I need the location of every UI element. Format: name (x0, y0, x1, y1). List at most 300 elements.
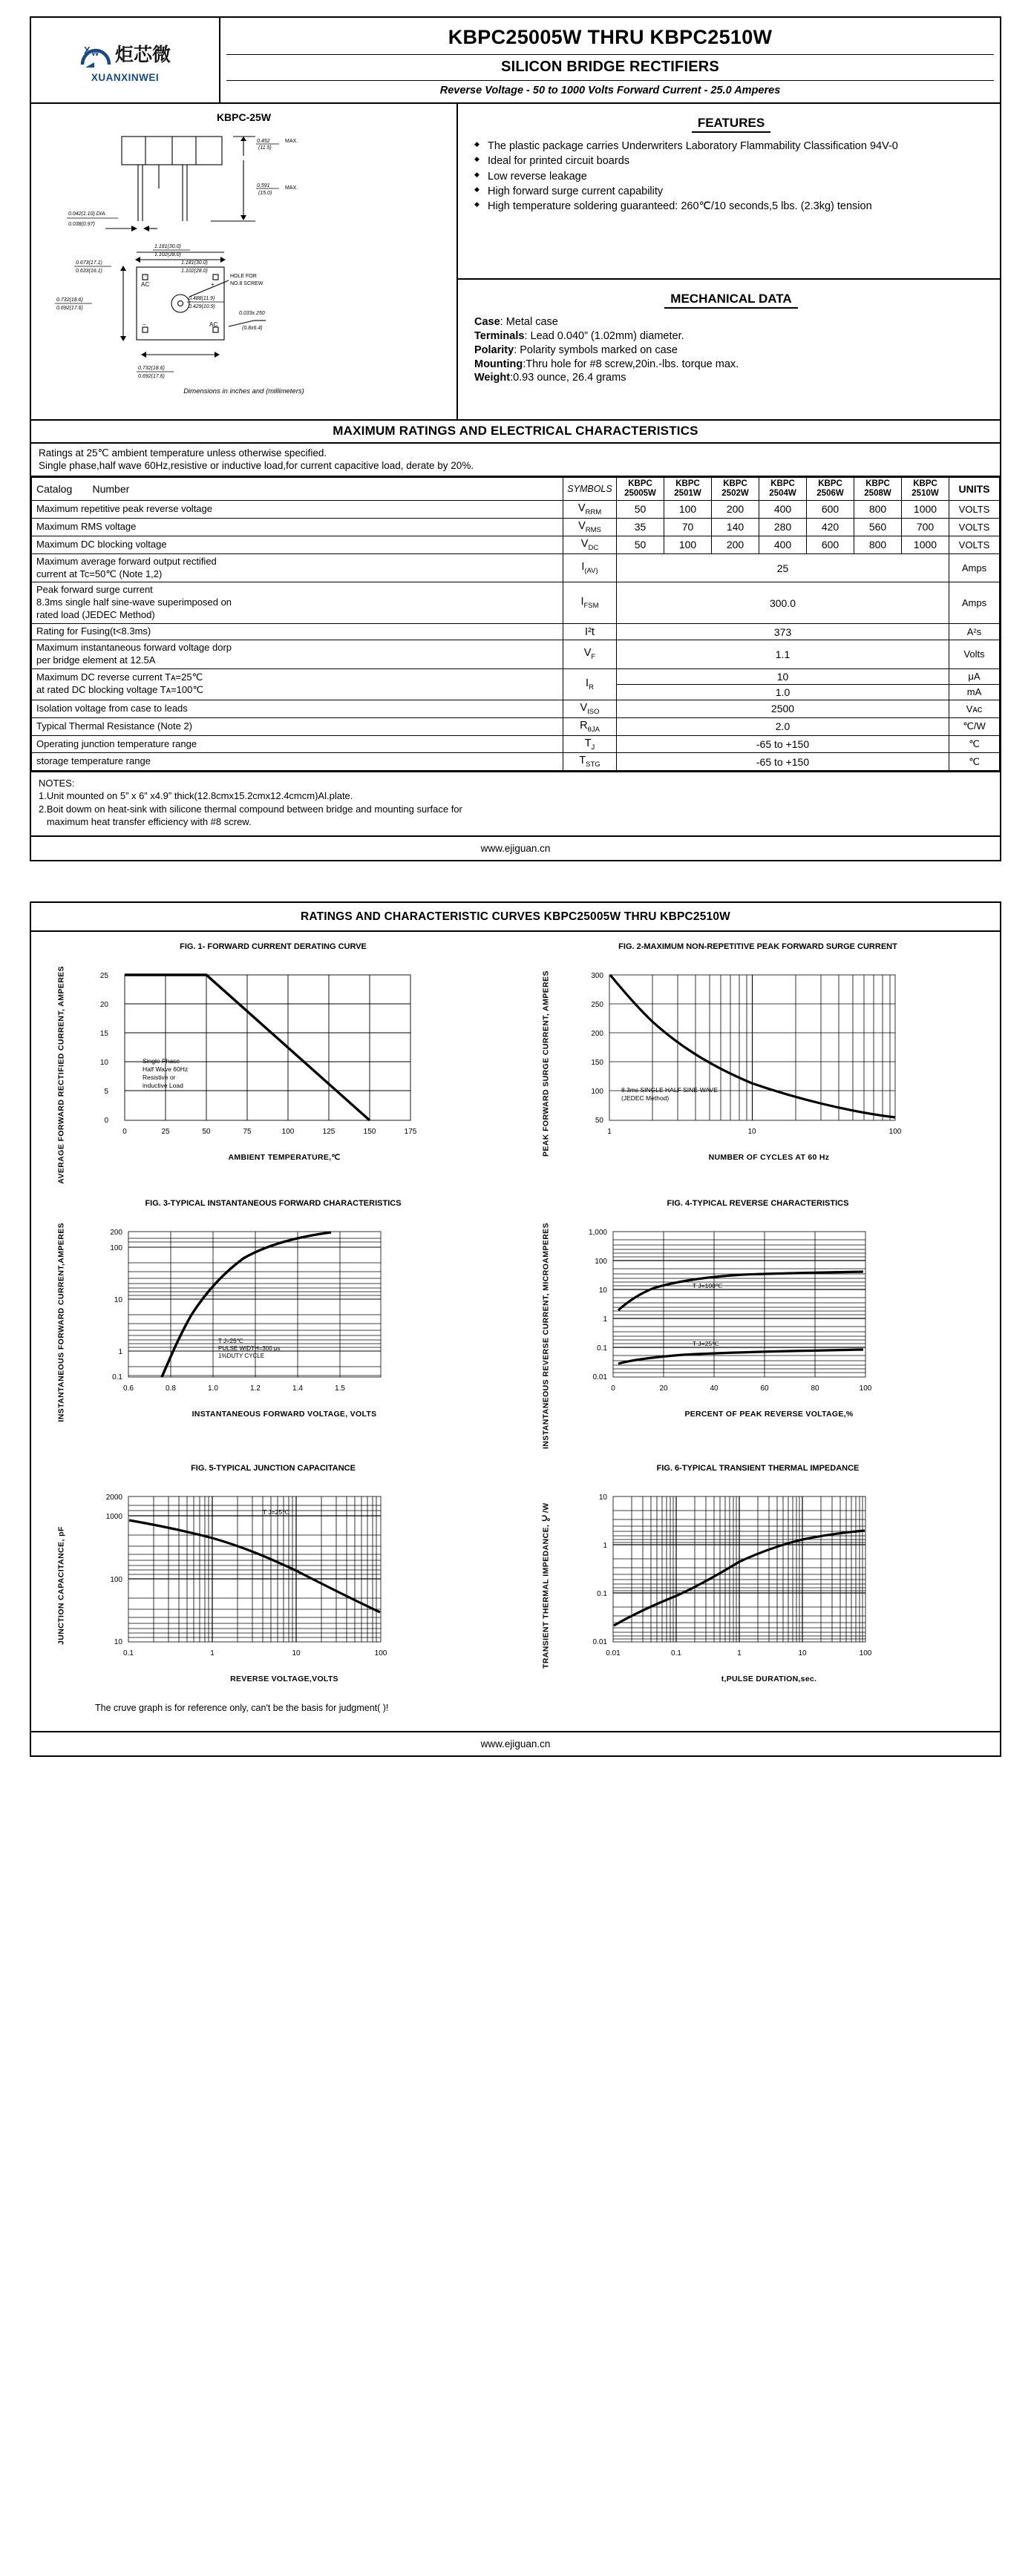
row-value-span: 373 (617, 624, 949, 640)
part-line2: 2508W (864, 488, 891, 498)
brand-name-cn: 炬芯微 (114, 43, 171, 65)
svg-text:X: X (83, 45, 91, 56)
row-unit: Amps (949, 553, 1000, 582)
row-value-span: 10 (617, 668, 949, 684)
row-unit: A²s (949, 624, 1000, 640)
svg-text:100: 100 (859, 1649, 872, 1657)
symbol-base: I (581, 561, 585, 574)
row-desc: Maximum repetitive peak reverse voltage (32, 500, 563, 518)
col-part-0 (617, 477, 664, 500)
row-unit: ℃ (949, 753, 1000, 771)
part-line1: KBPC (675, 479, 700, 488)
mech-value: Polarity symbols marked on case (520, 344, 678, 356)
page1-footer-url[interactable]: www.ejiguan.cn (31, 835, 1000, 860)
svg-text:50: 50 (202, 1127, 211, 1136)
part-line1: KBPC (628, 479, 652, 488)
fig5-ylabel: JUNCTION CAPACITANCE, pF (56, 1525, 66, 1645)
note-line: 2.Boit dowm on heat-sink with silicone thermal compound between bridge and mounting surface for (39, 803, 462, 815)
symbol-base: T (579, 755, 586, 767)
col-part-5 (854, 477, 902, 500)
col-part-3 (759, 477, 807, 500)
mech-value: Thru hole for #8 screw,20in.-lbs. torque max. (526, 358, 739, 370)
svg-text:1.181(30.0): 1.181(30.0) (154, 244, 181, 249)
features-heading (471, 116, 991, 131)
condition-line: Ratings at 25℃ ambient temperature unless otherwise specified. (39, 447, 327, 459)
svg-text:100: 100 (110, 1575, 122, 1584)
part-line2: 2504W (769, 488, 796, 498)
row-value-span: 2.0 (617, 717, 949, 735)
svg-text:40: 40 (710, 1384, 719, 1393)
list-item: Polarity: Polarity symbols marked on case (474, 344, 678, 356)
fig3-xlabel-text: INSTANTANEOUS FORWARD VOLTAGE, VOLTS (192, 1409, 377, 1419)
row-symbol (563, 500, 617, 518)
notes-section (31, 771, 1000, 835)
svg-text:10: 10 (114, 1637, 122, 1646)
row-desc-line: at rated DC blocking voltage Tᴀ=100℃ (36, 684, 203, 696)
part-line2: 2502W (721, 488, 749, 498)
table-row (32, 735, 1000, 753)
col-symbols: SYMBOLS (563, 477, 617, 500)
col-part-2 (712, 477, 759, 500)
row-symbol (563, 753, 617, 771)
svg-text:AC: AC (209, 321, 218, 328)
part-line2: 2501W (674, 488, 701, 498)
brand-logo (31, 18, 220, 102)
fig4-xlabel: PERCENT OF PEAK REVERSE VOLTAGE,% (684, 1409, 854, 1419)
svg-text:1,000: 1,000 (588, 1228, 607, 1237)
part-title: KBPC25005W THRU KBPC2510W (448, 26, 773, 48)
svg-text:75: 75 (243, 1127, 252, 1136)
row-value-span: -65 to +150 (617, 753, 949, 771)
svg-text:0.732(18.6): 0.732(18.6) (56, 298, 83, 303)
svg-text:0.591: 0.591 (257, 183, 270, 188)
row-desc: storage temperature range (32, 753, 563, 771)
row-value-span: 25 (617, 553, 949, 582)
row-desc (32, 640, 563, 668)
fig1-plot (73, 966, 474, 1151)
row-value: 280 (759, 518, 807, 536)
fig1-title: FIG. 1- FORWARD CURRENT DERATING CURVE (180, 942, 367, 951)
row-value: 800 (854, 500, 902, 518)
svg-text:15: 15 (99, 1029, 108, 1038)
svg-text:0.01: 0.01 (606, 1649, 621, 1657)
mech-label: Mounting (474, 358, 523, 370)
row-value: 420 (807, 518, 854, 536)
row-desc-line: Maximum instantaneous forward voltage dorp (36, 641, 232, 653)
dim-label: 0.452 (257, 139, 270, 144)
svg-text:0.1: 0.1 (123, 1649, 134, 1657)
list-item: Weight:0.93 ounce, 26.4 grams (474, 372, 626, 384)
symbol-base: I (586, 677, 589, 689)
row-symbol (563, 640, 617, 668)
row-symbol (563, 536, 617, 553)
svg-text:(JEDEC Method): (JEDEC Method) (621, 1094, 670, 1102)
package-drawing-column (31, 104, 458, 419)
symbol-base: I²t (585, 625, 595, 638)
table-row (32, 640, 1000, 668)
condition-line: Single phase,half wave 60Hz,resistive or inductive load,for current capacitive load, derate by 20%. (39, 460, 474, 472)
svg-text:1.0: 1.0 (208, 1384, 218, 1393)
divider (226, 80, 994, 81)
symbol-sub: RRM (585, 507, 602, 516)
fig2-ylabel: PEAK FORWARD SURGE CURRENT, AMPERES (541, 970, 551, 1157)
svg-text:1.5: 1.5 (335, 1384, 345, 1393)
mech-value: Lead 0.040” (1.02mm) diameter. (530, 329, 684, 342)
svg-text:0.1: 0.1 (597, 1589, 607, 1598)
row-symbol (563, 717, 617, 735)
svg-text:1000: 1000 (105, 1512, 122, 1521)
col-catalog-label: Catalog (36, 482, 73, 495)
svg-text:10: 10 (114, 1295, 122, 1304)
fig2-title: FIG. 2-MAXIMUM NON-REPETITIVE PEAK FORWARD SURGE CURRENT (618, 942, 897, 951)
svg-text:1: 1 (603, 1315, 607, 1324)
list-item: ◆ High temperature soldering guaranteed: 260℃/10 seconds,5 lbs. (2.3kg) tension (474, 200, 991, 213)
fig6-xlabel: t,PULSE DURATION,sec. (721, 1674, 817, 1683)
row-value: 1000 (902, 500, 949, 518)
fig3-ylabel: INSTANTANEOUS FORWARD CURRENT,AMPERES (56, 1222, 66, 1422)
col-part-6 (902, 477, 949, 500)
row-unit: ℃ (949, 735, 1000, 753)
svg-text:0.1: 0.1 (671, 1649, 681, 1657)
svg-text:1: 1 (118, 1347, 122, 1356)
svg-text:175: 175 (404, 1127, 417, 1136)
svg-text:0.429(10.9): 0.429(10.9) (189, 304, 215, 309)
svg-text:100: 100 (374, 1649, 387, 1657)
svg-text:8.3ms SINGLE HALF SINE-WAVE: 8.3ms SINGLE HALF SINE-WAVE (621, 1085, 718, 1094)
row-unit: Vᴀᴄ (949, 700, 1000, 717)
row-desc-line: 8.3ms single half sine-wave superimposed on (36, 597, 232, 608)
row-unit: Amps (949, 582, 1000, 624)
fig4-ylabel: INSTANTANEOUS REVERSE CURRENT, MICROAMPERES (541, 1222, 551, 1449)
svg-text:T J=25℃: T J=25℃ (218, 1337, 243, 1344)
symbol-base: V (580, 701, 588, 714)
fig2-xlabel: NUMBER OF CYCLES AT 60 Hz (708, 1152, 830, 1162)
row-value: 1000 (902, 536, 949, 553)
row-symbol (563, 668, 617, 700)
svg-text:1.102(28.0): 1.102(28.0) (154, 252, 181, 257)
symbol-sub: J (591, 743, 595, 752)
row-desc: Rating for Fusing(t<8.3ms) (32, 624, 563, 640)
symbol-sub: FSM (583, 602, 599, 611)
table-row (32, 536, 1000, 553)
svg-text:0.732(18.6): 0.732(18.6) (138, 366, 165, 371)
table-row (32, 753, 1000, 771)
specifications-table (31, 477, 1000, 772)
note-line: 1.Unit mounted on 5” x 6” x4.9” thick(12.8cmx15.2cmx12.4cmcm)Al.plate. (39, 790, 353, 802)
svg-text:1: 1 (607, 1127, 612, 1136)
row-value-span: 2500 (617, 700, 949, 717)
svg-text:20: 20 (99, 1000, 108, 1009)
mechanical-heading-text: MECHANICAL DATA (664, 292, 797, 309)
row-desc (32, 668, 563, 700)
symbol-sub: θJA (587, 725, 600, 734)
svg-text:60: 60 (760, 1384, 769, 1393)
part-line2: 2510W (911, 488, 939, 498)
mechanical-heading (471, 292, 991, 306)
svg-text:150: 150 (591, 1058, 603, 1067)
charts-area (31, 932, 1000, 1731)
part-line1: KBPC (818, 479, 842, 488)
part-line1: KBPC (770, 479, 795, 488)
symbol-base: T (584, 737, 592, 749)
chart-row-2 (50, 1199, 981, 1449)
features-box (458, 104, 1000, 278)
ratings-banner: MAXIMUM RATINGS AND ELECTRICAL CHARACTERISTICS (31, 421, 1000, 444)
divider (226, 54, 994, 55)
svg-text:Single Phase: Single Phase (143, 1057, 180, 1065)
svg-text:W: W (91, 49, 99, 58)
svg-text:200: 200 (110, 1228, 122, 1237)
row-value: 800 (854, 536, 902, 553)
datasheet-page-2 (0, 901, 1031, 1776)
row-desc-line: current at Tc=50℃ (Note 1,2) (36, 568, 163, 579)
svg-text:1.4: 1.4 (292, 1384, 303, 1393)
svg-text:1: 1 (737, 1649, 742, 1657)
table-row (32, 717, 1000, 735)
fig5-xlabel: REVERSE VOLTAGE,VOLTS (230, 1674, 338, 1683)
col-part-1 (664, 477, 712, 500)
svg-text:100: 100 (595, 1257, 607, 1266)
svg-text:0.633(16.1): 0.633(16.1) (76, 269, 102, 274)
row-value: 200 (712, 536, 759, 553)
svg-text:100: 100 (110, 1243, 122, 1252)
mech-label: Terminals (474, 329, 525, 342)
svg-text:10: 10 (598, 1493, 607, 1502)
svg-text:0.01: 0.01 (592, 1637, 607, 1646)
symbol-sub: STG (586, 760, 600, 769)
row-unit: mA (949, 684, 1000, 700)
page2-footer-url[interactable]: www.ejiguan.cn (31, 1731, 1000, 1755)
symbol-base: V (583, 647, 592, 660)
list-item: ◆ High forward surge current capability (474, 185, 991, 198)
fig3-xlabel (73, 1410, 496, 1419)
svg-text:1.2: 1.2 (250, 1384, 261, 1393)
svg-text:250: 250 (591, 1000, 603, 1009)
svg-text:0.1: 0.1 (597, 1344, 607, 1353)
symbol-base: I (580, 596, 584, 608)
svg-text:(15.0): (15.0) (258, 191, 272, 196)
package-name: KBPC-25W (216, 111, 272, 123)
svg-text:5: 5 (104, 1087, 108, 1096)
chart-disclaimer: The cruve graph is for reference only, can't be the basis for judgment( )! (95, 1702, 389, 1713)
row-value: 140 (712, 518, 759, 536)
svg-text:0.692(17.6): 0.692(17.6) (56, 306, 83, 311)
row-unit: VOLTS (949, 518, 1000, 536)
row-symbol (563, 735, 617, 753)
fig6-plot (557, 1488, 958, 1673)
symbol-base: V (577, 502, 586, 514)
svg-text:inductive Load: inductive Load (143, 1081, 183, 1089)
list-item: Case: Metal case (474, 316, 558, 328)
fig3-plot (73, 1223, 474, 1408)
package-side-view (34, 126, 454, 237)
fig1-xlabel: AMBIENT TEMPERATURE,℃ (228, 1152, 341, 1162)
chart-row-3 (50, 1464, 981, 1683)
product-family: SILICON BRIDGE RECTIFIERS (501, 59, 719, 75)
mech-value: Metal case (505, 316, 558, 328)
svg-text:NO.8 SCREW: NO.8 SCREW (230, 281, 264, 286)
mechanical-list (474, 315, 991, 385)
svg-text:AC: AC (141, 281, 150, 288)
row-desc: Operating junction temperature range (32, 735, 563, 753)
symbol-base: V (580, 537, 589, 550)
xw-arc-logo-icon (79, 39, 112, 69)
svg-text:10: 10 (747, 1127, 756, 1136)
fig5-plot (73, 1488, 474, 1673)
fig4-series-1-label: T J=25℃ (693, 1339, 719, 1347)
symbol-sub: R (589, 683, 594, 691)
row-unit: μA (949, 668, 1000, 684)
page2-frame (30, 901, 1001, 1757)
package-top-view (34, 237, 454, 386)
symbol-sub: F (591, 653, 596, 662)
row-desc-line: rated load (JEDEC Method) (36, 609, 155, 621)
fig1-ylabel: AVERAGE FORWARD RECTIFIED CURRENT, AMPERES (56, 965, 66, 1184)
svg-text:0: 0 (104, 1116, 108, 1125)
svg-text:HOLE FOR: HOLE FOR (230, 274, 257, 279)
svg-text:25: 25 (161, 1127, 170, 1136)
svg-text:1.181(30.0): 1.181(30.0) (181, 260, 208, 266)
row-value: 50 (617, 536, 664, 553)
header-titles (220, 18, 1000, 102)
row-value: 400 (759, 536, 807, 553)
row-desc-line: Maximum DC reverse current Tᴀ=25℃ (36, 671, 203, 683)
mech-label: Case (474, 316, 500, 328)
row-unit: VOLTS (949, 536, 1000, 553)
part-line2: 2506W (816, 488, 844, 498)
row-symbol (563, 518, 617, 536)
table-row (32, 500, 1000, 518)
part-line1: KBPC (723, 479, 747, 488)
row-desc: Maximum RMS voltage (32, 518, 563, 536)
note-line: maximum heat transfer efficiency with #8 screw. (39, 815, 252, 827)
list-item: ◆ Ideal for printed circuit boards (474, 154, 991, 168)
svg-text:50: 50 (595, 1116, 603, 1125)
svg-text:(11.5): (11.5) (258, 145, 272, 151)
mechanical-box (458, 278, 1000, 419)
col-units: UNITS (949, 477, 1000, 500)
table-row (32, 518, 1000, 536)
svg-text:25: 25 (99, 971, 108, 980)
chart-fig3 (50, 1199, 496, 1449)
row-value: 50 (617, 500, 664, 518)
row-symbol (563, 553, 617, 582)
svg-text:0.033x.250: 0.033x.250 (239, 311, 265, 316)
features-heading-text: FEATURES (692, 116, 770, 133)
chart-fig1 (50, 942, 496, 1184)
list-item: ◆ The plastic package carries Underwriters Laboratory Flammability Classification 94V-0 (474, 139, 991, 153)
svg-text:−: − (143, 321, 146, 328)
fig4-plot (557, 1223, 958, 1408)
svg-text:100: 100 (888, 1127, 902, 1136)
chart-row-1 (50, 942, 981, 1184)
mech-label: Polarity (474, 344, 514, 356)
fig5-title: FIG. 5-TYPICAL JUNCTION CAPACITANCE (191, 1463, 356, 1473)
svg-text:100: 100 (591, 1087, 603, 1096)
row-value-span: 1.1 (617, 640, 949, 668)
svg-text:0.8: 0.8 (166, 1384, 176, 1393)
dimension-note: Dimensions in inches and (millimeters) (183, 387, 304, 395)
part-line1: KBPC (865, 479, 890, 488)
row-desc: Typical Thermal Resistance (Note 2) (32, 717, 563, 735)
svg-text:10: 10 (798, 1649, 807, 1657)
row-desc-line: Maximum average forward output rectified (36, 555, 217, 567)
svg-text:Half Wave 60Hz: Half Wave 60Hz (143, 1065, 189, 1073)
row-value-span: 1.0 (617, 684, 949, 700)
notes-heading: NOTES: (39, 778, 75, 789)
upper-section (31, 104, 1000, 421)
svg-text:MAX.: MAX. (285, 139, 298, 144)
row-value: 600 (807, 536, 854, 553)
fig4-title: FIG. 4-TYPICAL REVERSE CHARACTERISTICS (667, 1198, 849, 1208)
row-value: 70 (664, 518, 712, 536)
row-value: 200 (712, 500, 759, 518)
mech-value: 0.93 ounce, 26.4 grams (513, 372, 626, 384)
row-symbol (563, 582, 617, 624)
svg-text:10: 10 (99, 1058, 108, 1067)
row-desc-line: Peak forward surge current (36, 584, 153, 596)
ratings-conditions (31, 444, 1000, 477)
table-row (32, 624, 1000, 640)
svg-text:10: 10 (292, 1649, 301, 1657)
svg-text:0.01: 0.01 (592, 1373, 607, 1381)
row-unit: VOLTS (949, 500, 1000, 518)
header-ratings-line: Reverse Voltage - 50 to 1000 Volts Forward Current - 25.0 Amperes (439, 85, 781, 96)
svg-text:0.673(17.1): 0.673(17.1) (76, 260, 102, 266)
svg-text:0: 0 (611, 1384, 615, 1393)
document-header (31, 18, 1000, 104)
symbol-base: V (578, 519, 586, 532)
fig6-ylabel: TRANSIENT THERMAL IMPEDANCE, ℃/W (541, 1502, 551, 1669)
row-value-span: 300.0 (617, 582, 949, 624)
table-row (32, 700, 1000, 717)
row-desc (32, 553, 563, 582)
svg-text:0.692(17.6): 0.692(17.6) (138, 374, 165, 379)
fig2-plot (557, 966, 958, 1151)
symbol-base: R (580, 719, 588, 732)
svg-text:80: 80 (811, 1384, 819, 1393)
mech-label: Weight (474, 372, 511, 384)
row-symbol (563, 700, 617, 717)
row-value: 400 (759, 500, 807, 518)
list-item: Mounting:Thru hole for #8 screw,20in.-lbs. torque max. (474, 358, 739, 370)
row-desc: Isolation voltage from case to leads (32, 700, 563, 717)
col-number-label: Number (92, 482, 130, 495)
row-desc-line: per bridge element at 12.5A (36, 654, 156, 666)
features-mechanical-column (458, 104, 1000, 419)
svg-text:+: + (211, 281, 215, 288)
fig3-title: FIG. 3-TYPICAL INSTANTANEOUS FORWARD CHARACTERISTICS (145, 1198, 402, 1208)
row-value: 600 (807, 500, 854, 518)
symbol-sub: RMS (585, 525, 601, 534)
features-list (474, 139, 991, 213)
svg-text:0.042(1.10) DIA.: 0.042(1.10) DIA. (68, 211, 107, 217)
datasheet-page-1 (0, 16, 1031, 881)
symbol-sub: ISO (587, 707, 600, 716)
chart-fig4 (535, 1199, 981, 1449)
svg-text:(0.8x6.4): (0.8x6.4) (242, 326, 263, 331)
svg-text:0.038(0.97): 0.038(0.97) (68, 222, 95, 227)
svg-text:1.102(28.0): 1.102(28.0) (181, 269, 208, 274)
chart-fig5 (50, 1464, 496, 1683)
svg-text:200: 200 (591, 1029, 603, 1038)
row-unit: Volts (949, 640, 1000, 668)
svg-text:1: 1 (603, 1541, 607, 1550)
svg-text:300: 300 (591, 971, 603, 980)
list-item: Terminals: Lead 0.040” (1.02mm) diameter. (474, 329, 684, 342)
list-item: ◆ Low reverse leakage (474, 170, 991, 183)
row-value-span: -65 to +150 (617, 735, 949, 753)
